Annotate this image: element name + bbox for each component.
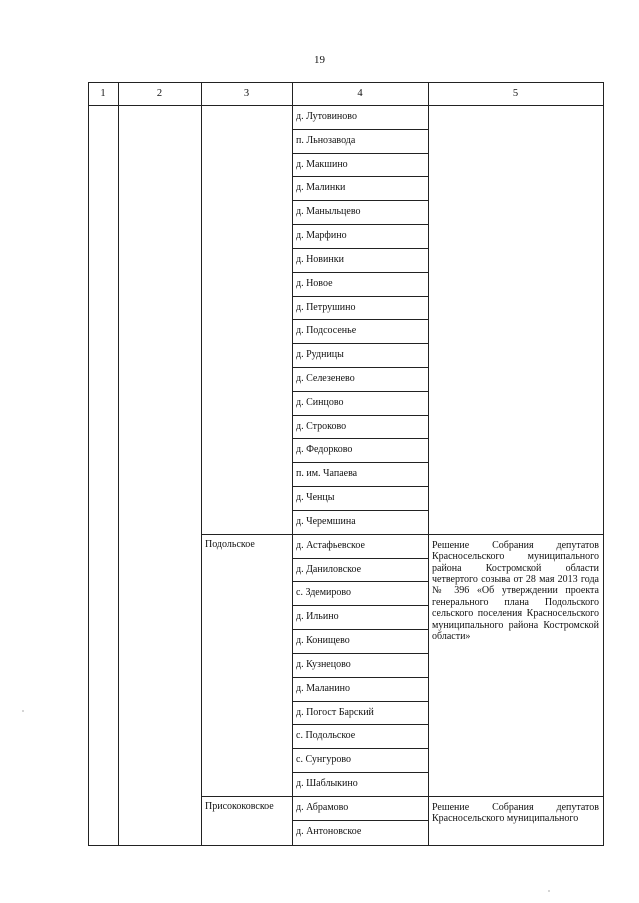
locality-cell: п. Льнозавода xyxy=(296,134,356,146)
locality-cell: д. Рудницы xyxy=(296,349,344,361)
locality-cell: д. Малинки xyxy=(296,182,346,194)
column-border-2 xyxy=(201,82,202,846)
locality-cell: д. Федорково xyxy=(296,444,353,456)
settlement-name: Подольское xyxy=(205,538,255,550)
column-header-4: 4 xyxy=(357,88,363,99)
locality-cell: д. Новое xyxy=(296,277,333,289)
scan-speck xyxy=(22,710,24,712)
locality-cell: д. Лутовиново xyxy=(296,111,357,122)
locality-cell: д. Абрамово xyxy=(296,801,349,813)
column-header-2: 2 xyxy=(156,88,163,99)
locality-cell: д. Шаблыкино xyxy=(296,777,358,789)
column-border-0 xyxy=(88,82,89,846)
locality-cell: д. Петрушино xyxy=(296,301,356,313)
column-header-3: 3 xyxy=(243,88,250,99)
locality-cell: п. им. Чапаева xyxy=(296,468,358,480)
locality-cell: д. Синцово xyxy=(296,396,344,408)
decision-text: Решение Собрания депутатов Красносельского муниципального района Костромской области четвертого созыва от 28 мая 2013 года № 396 «Об утверждении проекта генерального плана Подольского сельского поселения Красносельского муниципального района Костромской области» xyxy=(432,539,599,642)
locality-cell: д. Новинки xyxy=(296,253,344,265)
scan-speck xyxy=(548,890,550,892)
locality-cell: с. Здемирово xyxy=(296,587,352,599)
settlement-name: Присококовское xyxy=(205,800,274,812)
locality-cell: д. Строково xyxy=(296,420,347,432)
locality-cell: д. Конищево xyxy=(296,635,350,647)
locality-cell: д. Подсосенье xyxy=(296,325,357,337)
locality-cell: д. Погост Барский xyxy=(296,706,374,718)
locality-cell: д. Маланино xyxy=(296,682,350,694)
locality-cell: с. Сунгурово xyxy=(296,754,351,766)
locality-cell: д. Маныльцево xyxy=(296,206,361,218)
column-border-4 xyxy=(428,82,429,846)
locality-cell: д. Даниловское xyxy=(296,563,362,575)
decision-text: Решение Собрания депутатов Красносельского муниципального xyxy=(432,801,599,825)
locality-cell: д. Астафьевское xyxy=(296,539,365,551)
locality-cell: д. Марфино xyxy=(296,230,347,242)
page-number: 19 xyxy=(314,54,325,66)
column-border-1 xyxy=(118,82,119,846)
locality-cell: д. Черемшина xyxy=(296,515,356,527)
locality-cell: д. Антоновское xyxy=(296,825,362,837)
column-header-5: 5 xyxy=(512,88,519,99)
locality-cell: д. Ченцы xyxy=(296,492,335,504)
column-border-5 xyxy=(603,82,604,846)
locality-cell: д. Макшино xyxy=(296,158,348,170)
locality-cell: д. Ильино xyxy=(296,611,339,623)
column-header-1: 1 xyxy=(100,88,106,99)
locality-cell: д. Селезенево xyxy=(296,373,355,385)
localities-table xyxy=(88,82,603,845)
table-bottom-border xyxy=(88,845,604,846)
locality-cell: с. Подольское xyxy=(296,730,356,742)
locality-cell: д. Кузнецово xyxy=(296,658,351,670)
